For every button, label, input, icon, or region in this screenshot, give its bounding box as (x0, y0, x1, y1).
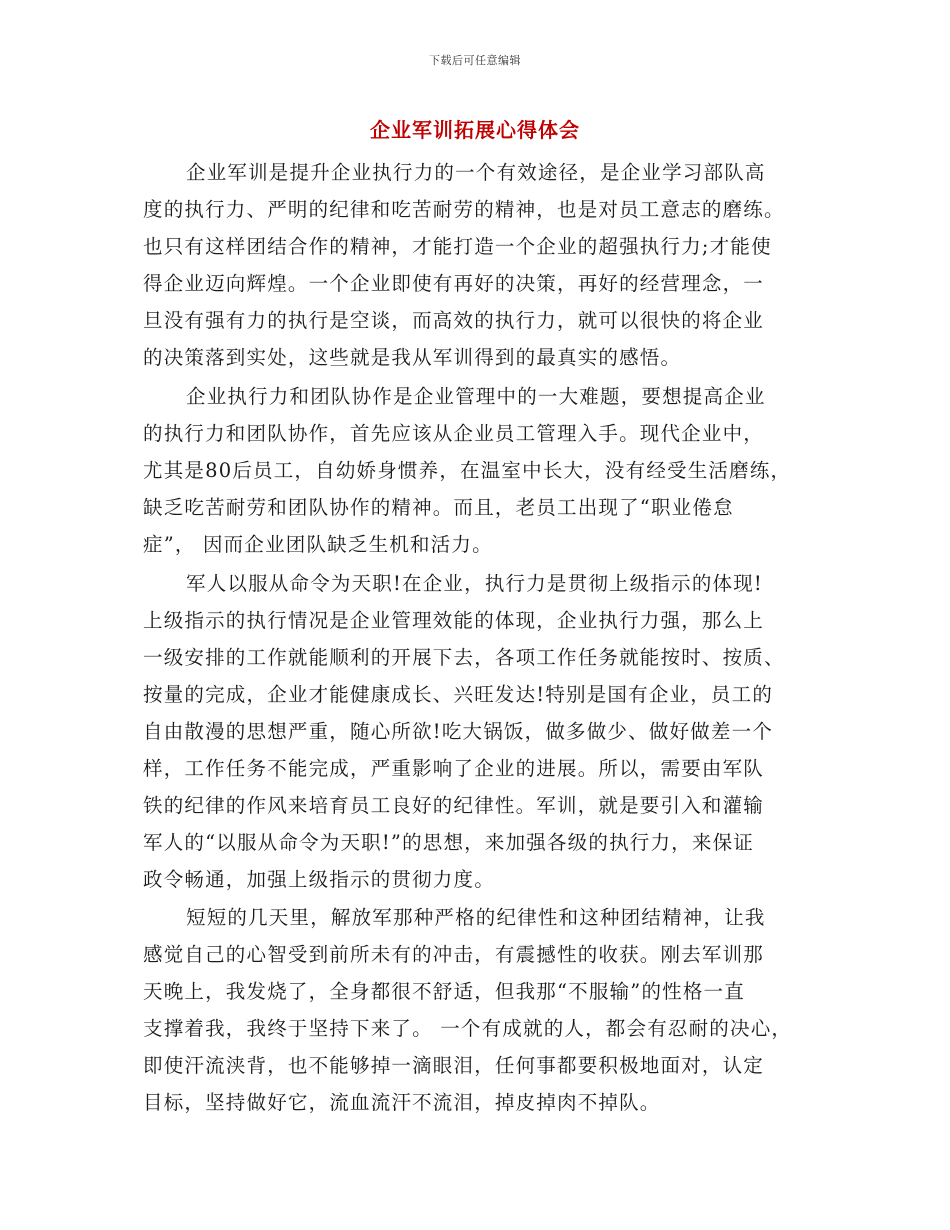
paragraph-3-line-1: 军人以服从命令为天职!在企业，执行力是贯彻上级指示的体现! (186, 572, 763, 595)
page-header: 下载后可任意编辑 (429, 54, 521, 67)
paragraph-3-line-3: 一级安排的工作就能顺利的开展下去，各项工作任务就能按时、按质、 (143, 646, 785, 669)
paragraph-2-line-3: 尤其是80后员工，自幼娇身惯养，在温室中长大，没有经受生活磨练， (143, 459, 792, 482)
paragraph-2-line-5: 症”， 因而企业团队缺乏生机和活力。 (143, 533, 493, 556)
paragraph-1-line-1: 企业军训是提升企业执行力的一个有效途径，是企业学习部队高 (186, 161, 766, 184)
paragraph-3-line-8: 军人的“以服从命令为天职!”的思想，来加强各级的执行力，来保证 (143, 831, 754, 854)
paragraph-2-line-1: 企业执行力和团队协作是企业管理中的一大难题，要想提高企业 (186, 385, 766, 408)
paragraph-4-line-5: 即使汗流浃背，也不能够掉一滴眼泪，任何事都要积极地面对，认定 (143, 1054, 765, 1077)
paragraph-1-line-4: 得企业迈向辉煌。一个企业即使有再好的决策，再好的经营理念，一 (143, 272, 765, 295)
paragraph-4-line-3: 天晚上，我发烧了，全身都很不舒适，但我那“不服输”的性格一直 (143, 980, 745, 1003)
paragraph-1-line-2: 度的执行力、严明的纪律和吃苦耐劳的精神，也是对员工意志的磨练。 (143, 198, 785, 221)
paragraph-3-line-4: 按量的完成，企业才能健康成长、兴旺发达!特别是国有企业，员工的 (143, 683, 774, 706)
paragraph-3-line-2: 上级指示的执行情况是企业管理效能的体现，企业执行力强，那么上 (143, 609, 765, 632)
paragraph-1-line-6: 的决策落到实处，这些就是我从军训得到的最真实的感悟。 (143, 346, 682, 369)
document-title: 企业军训拓展心得体会 (370, 118, 580, 142)
paragraph-4-line-1: 短短的几天里，解放军那种严格的纪律性和这种团结精神，让我 (186, 906, 766, 929)
paragraph-3-line-6: 样，工作任务不能完成，严重影响了企业的进展。所以，需要由军队 (143, 757, 765, 780)
paragraph-3-line-5: 自由散漫的思想严重，随心所欲!吃大锅饭，做多做少、做好做差一个 (143, 720, 774, 743)
paragraph-1-line-3: 也只有这样团结合作的精神，才能打造一个企业的超强执行力;才能使 (143, 235, 772, 258)
paragraph-1-line-5: 旦没有强有力的执行是空谈，而高效的执行力，就可以很快的将企业 (143, 309, 765, 332)
paragraph-3-line-9: 政令畅通，加强上级指示的贯彻力度。 (143, 868, 495, 891)
paragraph-4-line-6: 目标，坚持做好它，流血流汗不流泪，掉皮掉肉不掉队。 (143, 1091, 661, 1114)
paragraph-2-line-2: 的执行力和团队协作，首先应该从企业员工管理入手。现代企业中， (143, 422, 765, 445)
paragraph-2-line-4: 缺乏吃苦耐劳和团队协作的精神。而且，老员工出现了“职业倦怠 (143, 496, 734, 519)
paragraph-4-line-4: 支撑着我，我终于坚持下来了。 一个有成就的人，都会有忍耐的决心， (143, 1017, 793, 1040)
paragraph-4-line-2: 感觉自己的心智受到前所未有的冲击，有震撼性的收获。刚去军训那 (143, 943, 765, 966)
paragraph-3-line-7: 铁的纪律的作风来培育员工良好的纪律性。军训，就是要引入和灌输 (143, 794, 765, 817)
